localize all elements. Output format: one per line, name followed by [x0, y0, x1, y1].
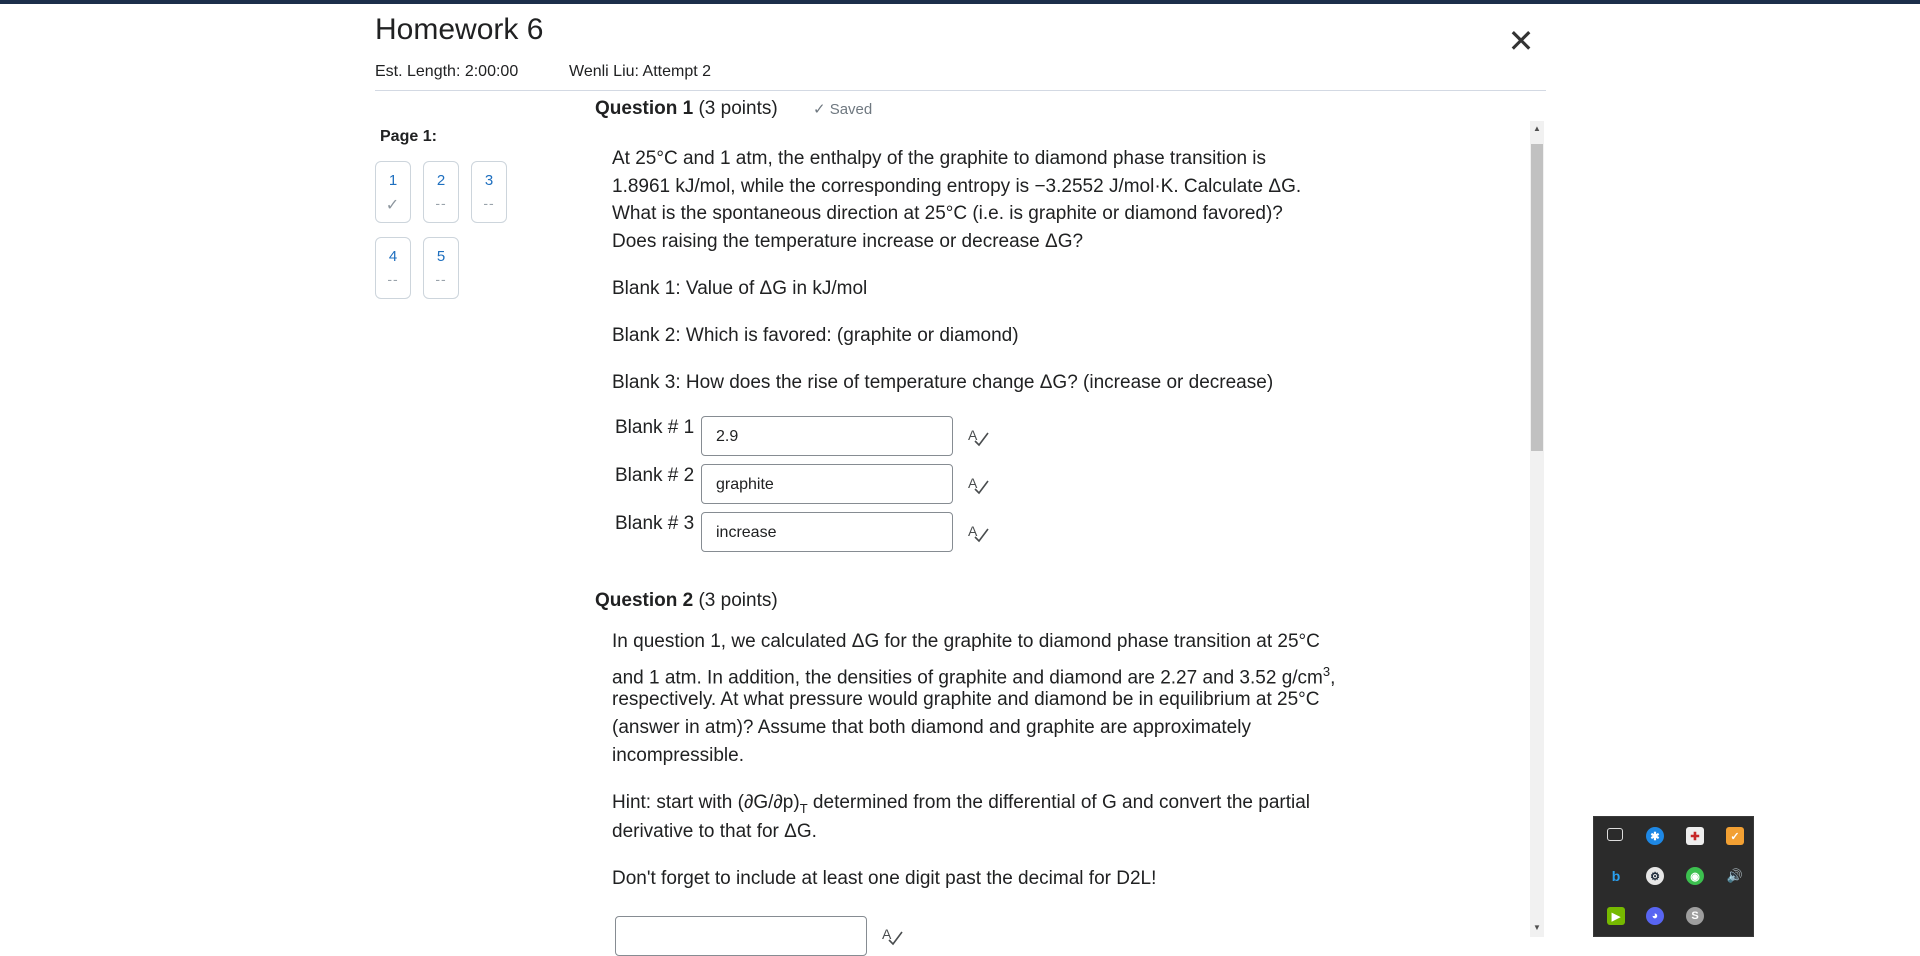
attempt-label: Wenli Liu: Attempt 2 [569, 63, 711, 80]
nvidia-icon[interactable]: ▶ [1607, 907, 1625, 925]
question-title: Question 1 [595, 98, 694, 119]
question-nav-status: -- [435, 271, 447, 287]
question-nav-status: -- [483, 195, 495, 211]
question-nav-status: -- [387, 271, 399, 287]
superscript: 3 [1322, 664, 1331, 679]
svg-text:A: A [968, 475, 978, 491]
scrollbar-thumb[interactable] [1531, 144, 1543, 451]
q2-note: Don't forget to include at least one digit past the decimal for D2L! [612, 868, 1157, 889]
hint-text: Hint: start with (∂G/∂p) [612, 792, 800, 813]
spellcheck-icon[interactable] [881, 924, 903, 951]
q2-prompt-text: and 1 atm. In addition, the densities of graphite and diamond are 2.27 and 3.52 g/cm [612, 667, 1323, 689]
q1-prompt-line: 1.8961 kJ/mol, while the corresponding entropy is −3.2552 J/mol·K. Calculate ΔG. [612, 176, 1302, 197]
volume-icon[interactable]: 🔊 [1726, 868, 1744, 883]
close-icon: ✕ [1507, 23, 1535, 59]
spellcheck-icon[interactable] [967, 425, 989, 452]
system-tray-popup [1593, 816, 1754, 937]
header-divider [375, 90, 1546, 91]
q2-prompt-line: respectively. At what pressure would graphite and diamond be in equilibrium at 25°C [612, 689, 1320, 710]
question-nav-number: 4 [388, 248, 398, 265]
top-accent-bar [0, 0, 1920, 4]
question-nav-3[interactable] [471, 161, 507, 223]
question-1-heading [595, 98, 872, 120]
question-nav-5[interactable] [423, 237, 459, 299]
blank-1-label: Blank # 1 [615, 417, 695, 438]
blank-3-label: Blank # 3 [615, 513, 695, 534]
question-points: (3 points) [698, 98, 778, 119]
blank-2-input[interactable]: graphite [701, 464, 953, 504]
question-points: (3 points) [698, 590, 778, 611]
hint-text: determined from the differential of G and convert the partial [807, 792, 1311, 813]
q2-prompt-line: In question 1, we calculated ΔG for the graphite to diamond phase transition at 25°C [612, 631, 1320, 652]
wechat-icon[interactable]: ◉ [1686, 867, 1704, 885]
security-shield-icon[interactable]: ✚ [1686, 827, 1704, 845]
close-button[interactable] [1504, 24, 1538, 58]
q1-prompt-line: Does raising the temperature increase or decrease ΔG? [612, 231, 1084, 252]
skype-icon[interactable]: S [1686, 907, 1704, 925]
q2-prompt-line: incompressible. [612, 745, 744, 766]
scroll-down-icon[interactable]: ▼ [1533, 923, 1541, 932]
scroll-up-icon[interactable]: ▲ [1533, 124, 1541, 133]
comma: , [1330, 667, 1336, 689]
question-nav-4[interactable] [375, 237, 411, 299]
est-length: Est. Length: 2:00:00 [375, 63, 519, 80]
question-2-heading [595, 590, 778, 612]
q2-hint-line: derivative to that for ΔG. [612, 821, 817, 842]
question-nav-number: 1 [388, 172, 398, 189]
monitor-icon[interactable] [1607, 828, 1623, 841]
question-nav-number: 5 [436, 248, 446, 265]
q2-prompt-line: (answer in atm)? Assume that both diamond and graphite are approximately [612, 717, 1251, 738]
page-label: Page 1: [380, 128, 437, 145]
q1-prompt-line: What is the spontaneous direction at 25°C (i.e. is graphite or diamond favored)? [612, 203, 1283, 224]
question-nav-number: 3 [484, 172, 494, 189]
shield-icon[interactable]: ✓ [1726, 827, 1744, 845]
blank-2-label: Blank # 2 [615, 465, 695, 486]
svg-text:A: A [968, 523, 978, 539]
question-title: Question 2 [595, 590, 694, 611]
q1-prompt-line: At 25°C and 1 atm, the enthalpy of the graphite to diamond phase transition is [612, 148, 1267, 169]
blank-3-input[interactable]: increase [701, 512, 953, 552]
spellcheck-icon[interactable] [967, 521, 989, 548]
blank-description: Blank 1: Value of ΔG in kJ/mol [612, 278, 868, 299]
q2-answer-input[interactable] [615, 916, 867, 956]
blank-description: Blank 3: How does the rise of temperature change ΔG? (increase or decrease) [612, 372, 1274, 393]
question-nav-1[interactable] [375, 161, 411, 223]
svg-text:A: A [968, 427, 978, 443]
bluetooth-icon[interactable]: ✱ [1646, 827, 1664, 845]
bing-icon[interactable]: b [1611, 868, 1621, 884]
svg-text:A: A [882, 926, 892, 942]
question-nav-number: 2 [436, 172, 446, 189]
question-nav-2[interactable] [423, 161, 459, 223]
blank-description: Blank 2: Which is favored: (graphite or diamond) [612, 325, 1019, 346]
question-nav-status: -- [435, 195, 447, 211]
page-title: Homework 6 [375, 13, 544, 46]
steam-icon[interactable]: ⚙ [1646, 867, 1664, 885]
question-content-area[interactable] [595, 98, 1525, 942]
blank-1-input[interactable]: 2.9 [701, 416, 953, 456]
saved-status: ✓ Saved [812, 101, 873, 118]
discord-icon[interactable]: ◕ [1646, 907, 1664, 925]
checkmark-icon: ✓ [385, 197, 401, 214]
subscript: T [799, 800, 808, 816]
spellcheck-icon[interactable] [967, 473, 989, 500]
